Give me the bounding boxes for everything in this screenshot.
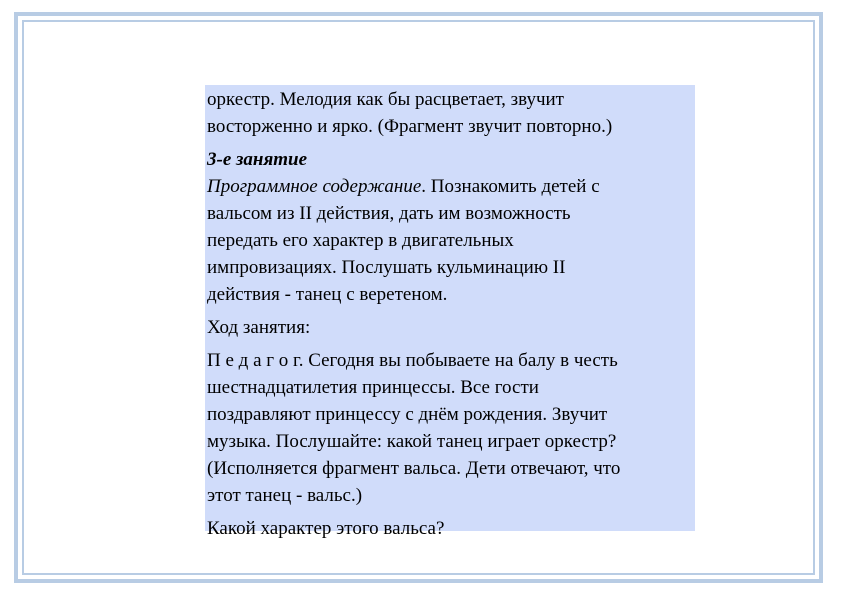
- text-line: действия - танец с веретеном.: [207, 284, 448, 305]
- lesson-title: 3-е занятие: [207, 149, 308, 170]
- paragraph-teacher: [207, 347, 693, 509]
- text-line: [207, 173, 693, 200]
- text-line: импровизациях. Послушать кульминацию II: [207, 257, 566, 278]
- text-line: [207, 347, 693, 374]
- teacher-label: П е д а г о г: [207, 350, 299, 371]
- paragraph-lesson: [207, 146, 693, 308]
- text-line: восторженно и ярко. (Фрагмент звучит повторно.): [207, 116, 613, 137]
- paragraph-orchestra: [207, 86, 693, 140]
- program-text: . Познакомить детей с: [421, 176, 600, 197]
- text-line: (Исполняется фрагмент вальса. Дети отвечают, что: [207, 458, 621, 479]
- text-line: поздравляют принцессу с днём рождения. Звучит: [207, 404, 608, 425]
- text-line: вальсом из II действия, дать им возможность: [207, 203, 571, 224]
- course-heading: Ход занятия:: [207, 317, 311, 338]
- text-line: музыка. Послушайте: какой танец играет оркестр?: [207, 431, 617, 452]
- text-line: передать его характер в двигательных: [207, 230, 514, 251]
- teacher-text: . Сегодня вы побываете на балу в честь: [298, 350, 618, 371]
- question: Какой характер этого вальса?: [207, 518, 445, 539]
- text-line: шестнадцатилетия принцессы. Все гости: [207, 377, 539, 398]
- program-label: Программное содержание: [207, 176, 422, 197]
- text-line: оркестр. Мелодия как бы расцветает, звучит: [207, 89, 564, 110]
- text-block: [205, 85, 695, 539]
- text-line: этот танец - вальс.): [207, 485, 363, 506]
